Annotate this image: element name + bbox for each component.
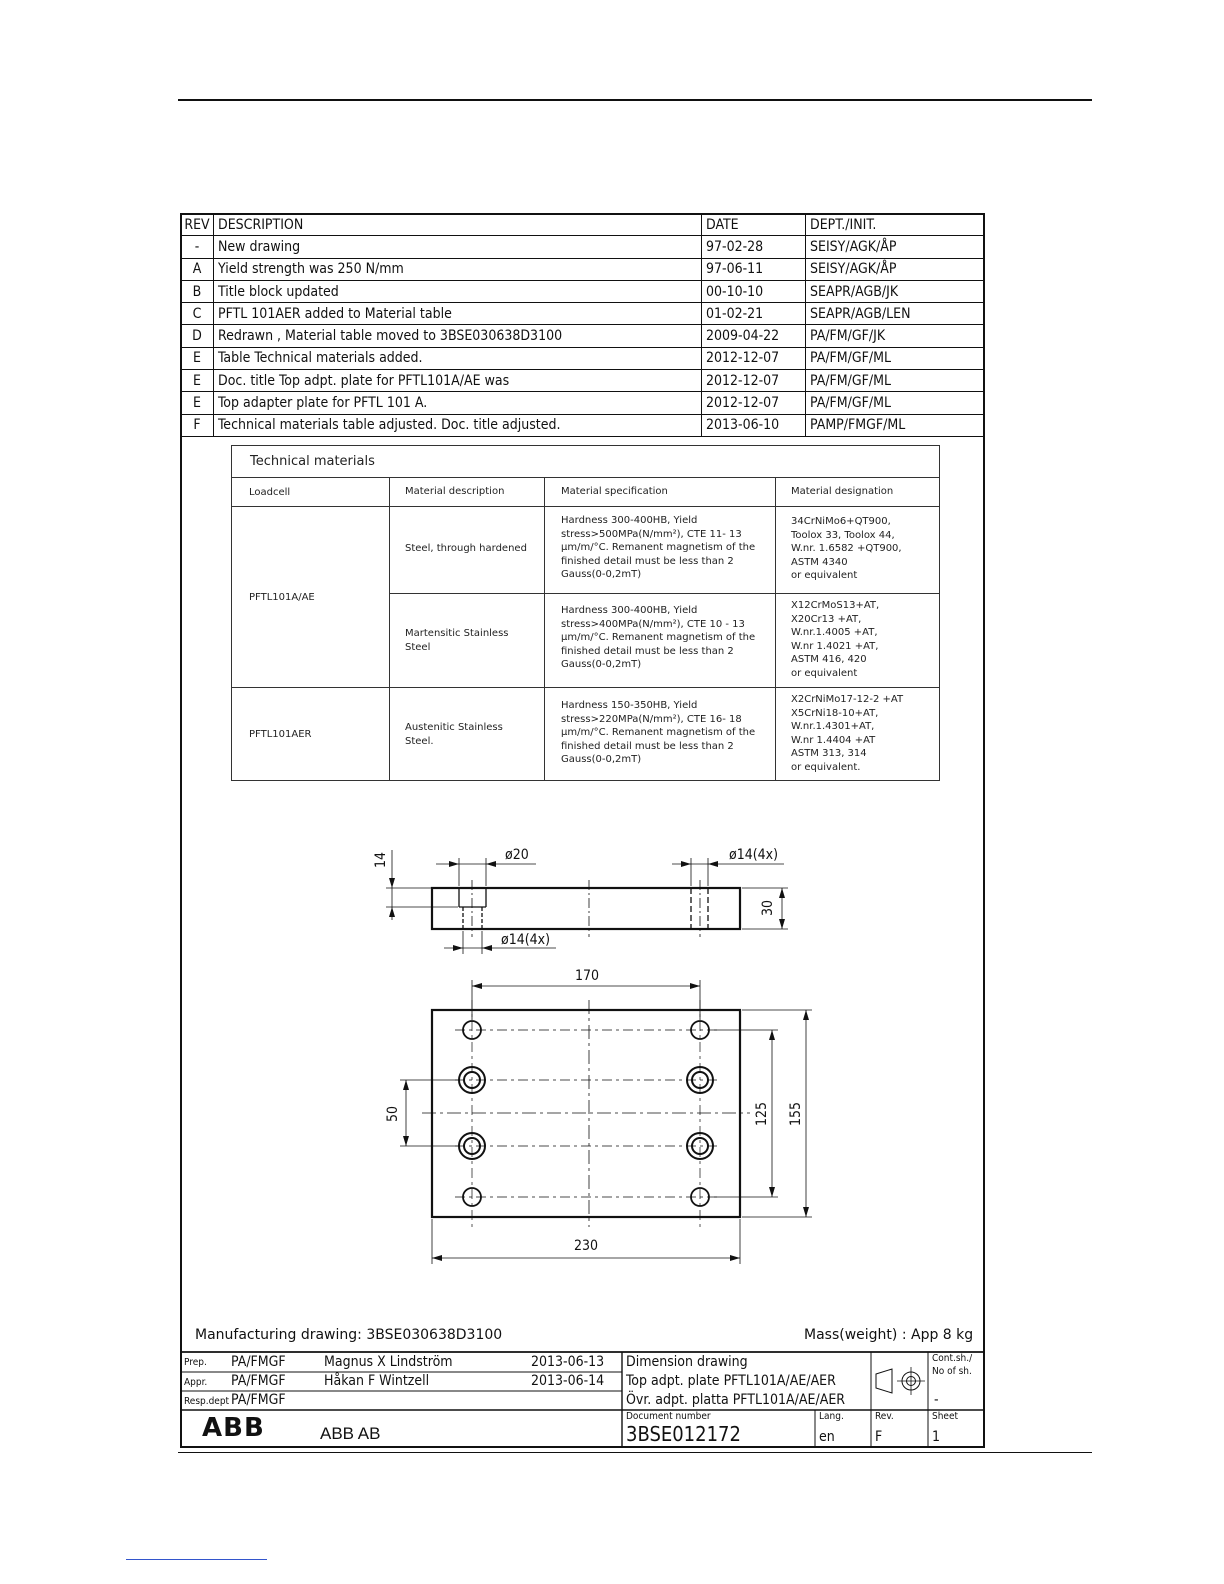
arrowhead [779, 888, 785, 898]
arrowhead [453, 945, 463, 951]
description-cell: Title block updated [214, 280, 702, 302]
manufacturing-drawing-note: Manufacturing drawing: 3BSE030638D3100 [195, 1327, 503, 1343]
abb-logo: ABB [202, 1413, 265, 1443]
material-description-cell: Austenitic Stainless Steel. [405, 722, 503, 747]
rev-cell: C [181, 303, 214, 325]
material-description-header: Material description [405, 486, 505, 497]
date-cell: 97-02-28 [702, 236, 806, 258]
dimension-label-170: 170 [575, 968, 600, 984]
rev-cell: B [181, 280, 214, 302]
dept-cell: PA/FM/GF/ML [806, 392, 985, 414]
projection-cone-icon [876, 1369, 892, 1393]
dimension-label-d20: ø20 [505, 847, 529, 863]
date-cell: 01-02-21 [702, 303, 806, 325]
material-specification-cell: Hardness 150-350HB, Yield stress>220MPa(N/mm²), CTE 16- 18 µm/m/°C. Remanent magnetism of the finished detail must be less than 2 Gauss(0-0,2mT) [561, 700, 756, 766]
arrowhead [769, 1187, 775, 1197]
dept-cell: SEAPR/AGB/LEN [806, 303, 985, 325]
dimension-label-230: 230 [574, 1238, 599, 1254]
prep-label: Prep. [184, 1357, 207, 1368]
technical-materials-title: Technical materials [250, 454, 375, 469]
arrowhead [482, 945, 492, 951]
document-number: 3BSE012172 [626, 1422, 741, 1446]
rev-cell: - [181, 236, 214, 258]
dept-cell: SEISY/AGK/ÅP [806, 236, 985, 258]
arrowhead [403, 1080, 409, 1090]
material-designation-header: Material designation [791, 486, 894, 497]
material-description-cell: Steel, through hardened [405, 543, 527, 554]
dimension-label-d14-top: ø14(4x) [729, 847, 779, 863]
no-of-sheets-label: No of sh. [932, 1366, 972, 1377]
description-cell: New drawing [214, 236, 702, 258]
arrowhead [803, 1010, 809, 1020]
plate-top-view [432, 1010, 740, 1217]
appr-dept: PA/FMGF [231, 1373, 286, 1389]
arrowhead [389, 907, 395, 917]
prep-dept: PA/FMGF [231, 1354, 286, 1370]
sheet-value: 1 [932, 1429, 941, 1445]
revision-label: Rev. [875, 1411, 894, 1422]
loadcell-header: Loadcell [249, 487, 291, 498]
description-cell: Top adapter plate for PFTL 101 A. [214, 392, 702, 414]
description-cell: Technical materials table adjusted. Doc. title adjusted. [214, 414, 702, 436]
description-cell: Yield strength was 250 N/mm [214, 258, 702, 280]
description-cell: Redrawn , Material table moved to 3BSE030638D3100 [214, 325, 702, 347]
dimension-label-125: 125 [754, 1101, 771, 1127]
dimension-label-14: 14 [373, 851, 390, 869]
revision-value: F [875, 1429, 883, 1445]
description-cell: PFTL 101AER added to Material table [214, 303, 702, 325]
material-designation-cell: 34CrNiMo6+QT900, Toolox 33, Toolox 44, W.nr. 1.6582 +QT900, ASTM 4340 or equivalent [791, 516, 902, 582]
appr-name: Håkan F Wintzell [324, 1373, 430, 1389]
dept-cell: PAMP/FMGF/ML [806, 414, 985, 436]
material-specification-header: Material specification [561, 486, 668, 497]
material-description-cell: Martensitic Stainless Steel [405, 628, 509, 653]
arrowhead [389, 878, 395, 888]
loadcell-cell: PFTL101A/AE [249, 592, 315, 603]
rev-cell: F [181, 414, 214, 436]
description-cell: Table Technical materials added. [214, 347, 702, 369]
sheet-label: Sheet [932, 1411, 959, 1422]
arrowhead [708, 861, 718, 867]
material-specification-cell: Hardness 300-400HB, Yield stress>400MPa(N/mm²), CTE 10 - 13 µm/m/°C. Remanent magnetism of the finished detail must be less than 2 Gauss(0-0,2mT) [561, 605, 756, 671]
doc-title-en: Top adpt. plate PFTL101A/AE/AER [626, 1373, 836, 1389]
cont-sheet-label: Cont.sh./ [932, 1353, 973, 1364]
language-label: Lang. [819, 1411, 844, 1422]
dimension-label-30: 30 [760, 899, 777, 917]
material-specification-cell: Hardness 300-400HB, Yield stress>500MPa(N/mm²), CTE 11- 13 µm/m/°C. Remanent magnetism of the finished detail must be less than 2 Gauss(0-0,2mT) [561, 515, 756, 581]
dimension-label-155: 155 [788, 1101, 805, 1127]
date-cell: 2012-12-07 [702, 392, 806, 414]
material-designation-cell: X12CrMoS13+AT, X20Cr13 +AT, W.nr.1.4005 +AT, W.nr 1.4021 +AT, ASTM 416, 420 or equivalent [791, 600, 880, 679]
arrowhead [403, 1136, 409, 1146]
dimension-label-50: 50 [385, 1105, 402, 1123]
dept-cell: PA/FM/GF/ML [806, 347, 985, 369]
rev-cell: A [181, 258, 214, 280]
arrowhead [486, 861, 496, 867]
arrowhead [449, 861, 459, 867]
rev-cell: E [181, 347, 214, 369]
date-cell: 00-10-10 [702, 280, 806, 302]
arrowhead [779, 919, 785, 929]
description-header: DESCRIPTION [214, 214, 702, 236]
dept-cell: PA/FM/GF/ML [806, 370, 985, 392]
arrowhead [472, 983, 482, 989]
dept-cell: SEAPR/AGB/JK [806, 280, 985, 302]
prep-date: 2013-06-13 [531, 1354, 605, 1370]
date-cell: 2013-06-10 [702, 414, 806, 436]
dept-cell: PA/FM/GF/JK [806, 325, 985, 347]
resp-dept-label: Resp.dept [184, 1396, 230, 1407]
plate-side-view [432, 888, 740, 929]
date-cell: 2012-12-07 [702, 370, 806, 392]
resp-dept: PA/FMGF [231, 1392, 286, 1408]
language-value: en [819, 1429, 835, 1445]
arrowhead [769, 1030, 775, 1040]
arrowhead [432, 1255, 442, 1261]
cont-sheet-value: - [934, 1392, 939, 1408]
rev-cell: E [181, 392, 214, 414]
document-number-label: Document number [626, 1411, 711, 1422]
appr-label: Appr. [184, 1377, 208, 1388]
rev-header: REV [181, 214, 214, 236]
rev-cell: D [181, 325, 214, 347]
doc-title-sv: Övr. adpt. platta PFTL101A/AE/AER [626, 1392, 846, 1408]
date-header: DATE [702, 214, 806, 236]
rev-cell: E [181, 370, 214, 392]
material-designation-cell: X2CrNiMo17-12-2 +AT X5CrNi18-10+AT, W.nr.1.4301+AT, W.nr 1.4404 +AT ASTM 313, 314 or equivalent. [791, 694, 904, 773]
date-cell: 97-06-11 [702, 258, 806, 280]
arrowhead [681, 861, 691, 867]
doc-title-type: Dimension drawing [626, 1354, 748, 1370]
dept-header: DEPT./INIT. [806, 214, 985, 236]
date-cell: 2009-04-22 [702, 325, 806, 347]
date-cell: 2012-12-07 [702, 347, 806, 369]
dimension-label-d14-bottom: ø14(4x) [501, 932, 551, 948]
loadcell-cell: PFTL101AER [249, 729, 312, 740]
dept-cell: SEISY/AGK/ÅP [806, 258, 985, 280]
mass-note: Mass(weight) : App 8 kg [804, 1327, 974, 1343]
company-name: ABB AB [320, 1424, 381, 1443]
appr-date: 2013-06-14 [531, 1373, 605, 1389]
arrowhead [803, 1207, 809, 1217]
description-cell: Doc. title Top adpt. plate for PFTL101A/AE was [214, 370, 702, 392]
arrowhead [730, 1255, 740, 1261]
arrowhead [690, 983, 700, 989]
prep-name: Magnus X Lindström [324, 1354, 453, 1370]
